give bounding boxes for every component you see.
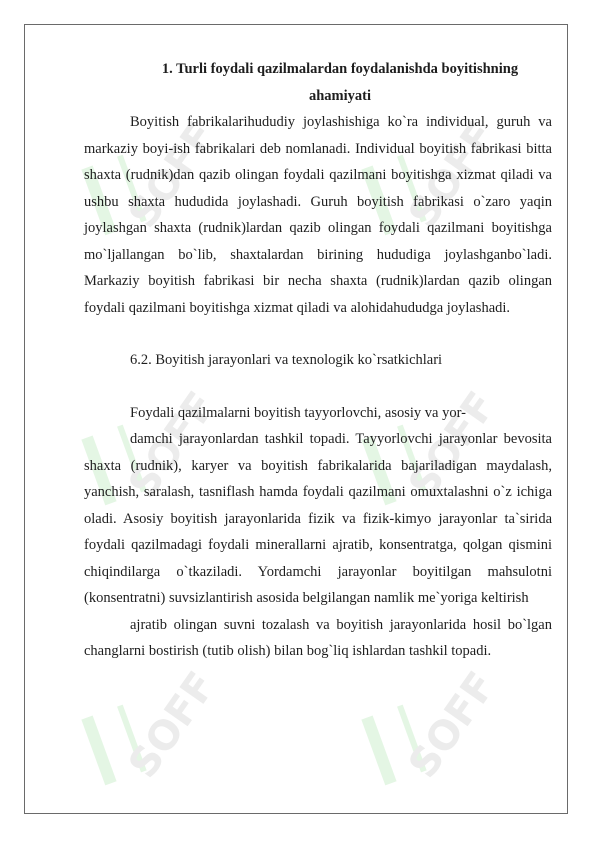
watermark-text: SOFF (120, 383, 226, 507)
watermark-text: SOFF (400, 113, 506, 237)
spacer (84, 374, 552, 400)
paragraph-processes-intro: Foydali qazilmalarni boyitish tayyorlovchi, asosiy va yor- (130, 404, 466, 421)
section-heading-line2: ahamiyati (308, 87, 372, 104)
watermark-text: SOFF (120, 113, 226, 237)
paragraph-processes: damchi jarayonlardan tashkil topadi. Tayyorlovchi jarayonlar bevosita shaxta (rudnik), karyer va boyitish fabrikalarida bajariladigan maydalash, yanchish, saralash, tasniflash hamda foydali qazilmani omuxtalashni o`z ichiga oladi. Asosiy boyitish jarayonlarida fizik va fizik-kimyo jarayonlar ta`sirida foydali qazilmadagi foydali minerallarni ajratib, konsentratga, qolgan qismini chiqindilarga o`tkaziladi. Yordamchi jarayonlar boyitilgan mahsulotni (konsentratni) suvsizlantirish asosida belgilangan namlik me`yoriga keltirish (84, 431, 552, 606)
section-heading (84, 56, 552, 109)
section-heading-line1: 1. Turli foydali qazilmalardan foydalanishda boyitishning (161, 61, 519, 77)
watermark-text: SOFF (400, 663, 506, 787)
paragraph-fabrication-types: Boyitish fabrikalarihududiy joylashishiga ko`ra individual, guruh va markaziy boyi-ish fabrikalari deb nomlanadi. Individual boyitish fabrikasi bitta shaxta (rudnik)dan qazib olingan foydali qazilmani boyitishga xizmat qiladi va ushbu shaxta hududida joylashadi. Guruh boyitish fabrikasi o`zaro yaqin joylashgan shaxta (rudnik)lardan qazib olingan foydali qazilmani boyitishga mo`ljallangan bo`lib, shaxtalardan birining hududiga joylashganbo`ladi. Markaziy boyitish fabrikasi bir necha shaxta (rudnik)lardan qazib olingan foydali qazilmani boyitishga xizmat qiladi va alohidahududga joylashadi. (84, 114, 552, 316)
watermark-text: SOFF (120, 663, 226, 787)
watermark-text: SOFF (400, 383, 506, 507)
document-body (84, 56, 552, 665)
spacer (84, 321, 552, 347)
subsection-heading: 6.2. Boyitish jarayonlari va texnologik ko`rsatkichlari (130, 352, 443, 368)
paragraph-auxiliary: ajratib olingan suvni tozalash va boyitish jarayonlarida hosil bo`lgan changlarni bostirish (tutib olish) bilan bog`liq ishlardan tashkil topadi. (84, 616, 552, 659)
